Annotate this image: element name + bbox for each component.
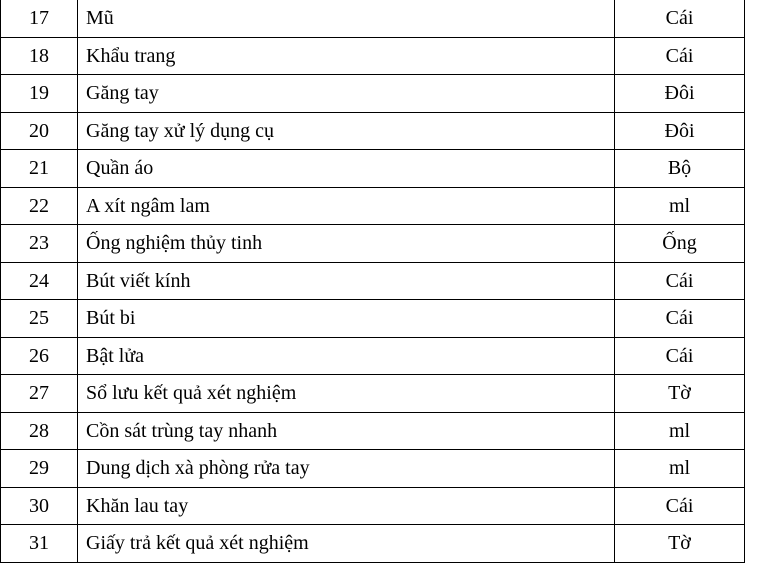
table-row bbox=[1, 37, 745, 75]
row-number-cell: 18 bbox=[1, 37, 78, 75]
unit-cell: ml bbox=[615, 187, 745, 225]
row-number-cell: 30 bbox=[1, 487, 78, 525]
row-number-cell: 21 bbox=[1, 150, 78, 188]
item-name-cell: Khẩu trang bbox=[78, 37, 615, 75]
item-name-cell: Mũ bbox=[78, 0, 615, 37]
item-name-cell: Cồn sát trùng tay nhanh bbox=[78, 412, 615, 450]
item-name-cell: Dung dịch xà phòng rửa tay bbox=[78, 450, 615, 488]
item-name-cell: Găng tay xử lý dụng cụ bbox=[78, 112, 615, 150]
row-number-cell: 31 bbox=[1, 525, 78, 563]
unit-cell: Ống bbox=[615, 225, 745, 263]
item-name-cell: Bút bi bbox=[78, 300, 615, 338]
item-name-cell: Bật lửa bbox=[78, 337, 615, 375]
unit-cell: Cái bbox=[615, 37, 745, 75]
table-row bbox=[1, 187, 745, 225]
table-row bbox=[1, 262, 745, 300]
unit-cell: Tờ bbox=[615, 375, 745, 413]
unit-cell: Cái bbox=[615, 337, 745, 375]
row-number-cell: 27 bbox=[1, 375, 78, 413]
row-number-cell: 17 bbox=[1, 0, 78, 37]
item-name-cell: Găng tay bbox=[78, 75, 615, 113]
item-name-cell: Bút viết kính bbox=[78, 262, 615, 300]
table-row bbox=[1, 412, 745, 450]
row-number-cell: 23 bbox=[1, 225, 78, 263]
table-row bbox=[1, 225, 745, 263]
row-number-cell: 29 bbox=[1, 450, 78, 488]
table-body bbox=[1, 0, 745, 562]
item-name-cell: Ống nghiệm thủy tinh bbox=[78, 225, 615, 263]
item-name-cell: Quần áo bbox=[78, 150, 615, 188]
table-row bbox=[1, 450, 745, 488]
table-row bbox=[1, 300, 745, 338]
row-number-cell: 20 bbox=[1, 112, 78, 150]
table-row bbox=[1, 0, 745, 37]
table-row bbox=[1, 150, 745, 188]
row-number-cell: 28 bbox=[1, 412, 78, 450]
item-name-cell: Sổ lưu kết quả xét nghiệm bbox=[78, 375, 615, 413]
table-row bbox=[1, 375, 745, 413]
unit-cell: ml bbox=[615, 412, 745, 450]
row-number-cell: 25 bbox=[1, 300, 78, 338]
table-row bbox=[1, 112, 745, 150]
table-row bbox=[1, 337, 745, 375]
table-row bbox=[1, 525, 745, 563]
table-row bbox=[1, 487, 745, 525]
row-number-cell: 22 bbox=[1, 187, 78, 225]
unit-cell: Tờ bbox=[615, 525, 745, 563]
item-name-cell: A xít ngâm lam bbox=[78, 187, 615, 225]
table-row bbox=[1, 75, 745, 113]
unit-cell: ml bbox=[615, 450, 745, 488]
row-number-cell: 24 bbox=[1, 262, 78, 300]
unit-cell: Cái bbox=[615, 0, 745, 37]
unit-cell: Cái bbox=[615, 300, 745, 338]
row-number-cell: 26 bbox=[1, 337, 78, 375]
unit-cell: Đôi bbox=[615, 112, 745, 150]
item-name-cell: Khăn lau tay bbox=[78, 487, 615, 525]
unit-cell: Đôi bbox=[615, 75, 745, 113]
unit-cell: Cái bbox=[615, 487, 745, 525]
item-name-cell: Giấy trả kết quả xét nghiệm bbox=[78, 525, 615, 563]
unit-cell: Bộ bbox=[615, 150, 745, 188]
unit-cell: Cái bbox=[615, 262, 745, 300]
row-number-cell: 19 bbox=[1, 75, 78, 113]
